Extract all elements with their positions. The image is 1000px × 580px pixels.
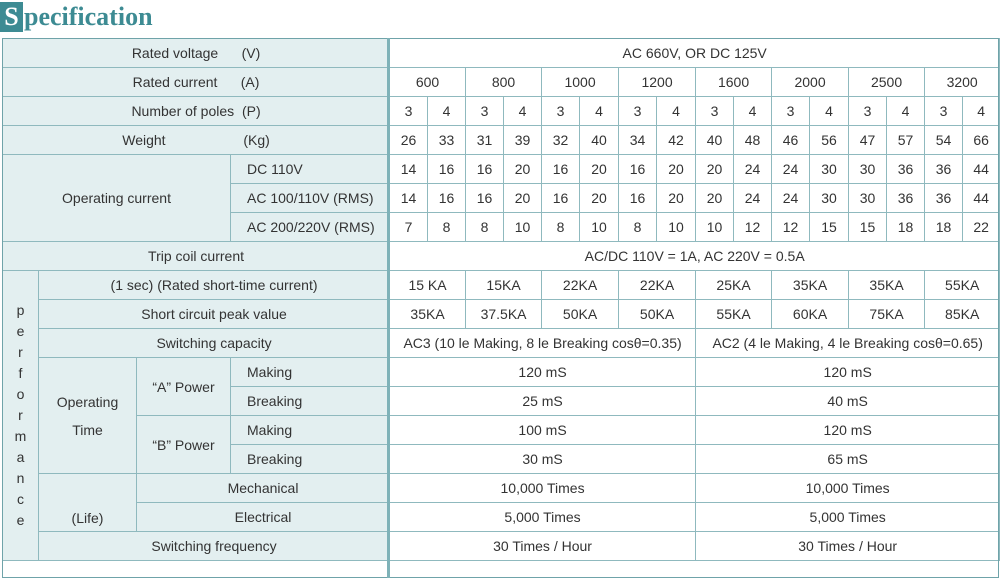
- poles-value: 4: [504, 97, 542, 126]
- b-power-making-left: 100 mS: [390, 416, 696, 445]
- switching-frequency-row: [3, 532, 1000, 561]
- operating-current-value: 18: [925, 213, 963, 242]
- poles-value: 3: [849, 97, 887, 126]
- operating-current-value: 16: [619, 184, 657, 213]
- operating-current-value: 20: [580, 184, 619, 213]
- performance-letter: r: [18, 407, 23, 423]
- operating-current-sublabel: DC 110V: [231, 155, 390, 184]
- mechanical-label: Mechanical: [137, 474, 390, 503]
- electrical-right: 5,000 Times: [696, 503, 1000, 532]
- weight-label: Weight: [122, 132, 166, 148]
- weight-value: 42: [657, 126, 696, 155]
- operating-current-value: 20: [504, 184, 542, 213]
- performance-letter: m: [14, 428, 27, 444]
- weight-value: 31: [466, 126, 504, 155]
- performance-letter: p: [16, 302, 25, 318]
- weight-value: 54: [925, 126, 963, 155]
- rated-current-label-cell: [3, 68, 390, 97]
- weight-value: 32: [542, 126, 580, 155]
- a-power-label: “A” Power: [137, 358, 231, 416]
- peak-value-label: Short circuit peak value: [39, 300, 390, 329]
- performance-letter: n: [16, 470, 25, 486]
- life-mechanical-row: [3, 474, 1000, 503]
- rated-current-value: 2000: [772, 68, 849, 97]
- switching-frequency-right: 30 Times / Hour: [696, 532, 1000, 561]
- life-electrical-row: [3, 503, 1000, 532]
- poles-value: 3: [619, 97, 657, 126]
- peak-value: 75KA: [849, 300, 925, 329]
- operating-current-label: Operating current: [3, 155, 231, 242]
- trip-coil-row: [3, 242, 1000, 271]
- operating-current-value: 44: [963, 184, 1000, 213]
- performance-vertical-label: [3, 271, 39, 561]
- short-time-current-value: 25KA: [696, 271, 772, 300]
- short-time-current-value: 15 KA: [390, 271, 466, 300]
- a-power-breaking-left: 25 mS: [390, 387, 696, 416]
- operating-current-value: 30: [810, 155, 849, 184]
- rated-current-unit: (A): [240, 74, 260, 90]
- operating-time-label: [39, 358, 137, 474]
- rated-current-value: 800: [466, 68, 542, 97]
- rated-current-label: Rated current: [132, 74, 218, 90]
- short-time-current-value: 15KA: [466, 271, 542, 300]
- rated-current-value: 3200: [925, 68, 1000, 97]
- operating-current-value: 24: [734, 155, 772, 184]
- life-label: (Life): [39, 474, 137, 532]
- rated-current-value: 1600: [696, 68, 772, 97]
- b-power-making-right: 120 mS: [696, 416, 1000, 445]
- operating-current-value: 8: [428, 213, 466, 242]
- mechanical-left: 10,000 Times: [390, 474, 696, 503]
- rated-current-value: 600: [390, 68, 466, 97]
- trip-coil-label: Trip coil current: [3, 242, 390, 271]
- operating-current-value: 20: [504, 155, 542, 184]
- operating-current-value: 15: [849, 213, 887, 242]
- operating-current-value: 16: [619, 155, 657, 184]
- operating-current-value: 10: [696, 213, 734, 242]
- a-power-breaking-label: Breaking: [231, 387, 390, 416]
- weight-value: 34: [619, 126, 657, 155]
- peak-value: 55KA: [696, 300, 772, 329]
- poles-row: [3, 97, 1000, 126]
- performance-letter: r: [18, 344, 23, 360]
- peak-value: 60KA: [772, 300, 849, 329]
- a-power-breaking-right: 40 mS: [696, 387, 1000, 416]
- weight-value: 57: [887, 126, 925, 155]
- operating-current-value: 15: [810, 213, 849, 242]
- poles-value: 3: [696, 97, 734, 126]
- switching-capacity-left: AC3 (10 le Making, 8 le Breaking cosθ=0.35): [390, 329, 696, 358]
- b-power-making-row: [3, 416, 1000, 445]
- peak-value: 37.5KA: [466, 300, 542, 329]
- short-time-current-value: 35KA: [772, 271, 849, 300]
- short-time-current-label: (1 sec) (Rated short-time current): [39, 271, 390, 300]
- operating-current-value: 16: [428, 155, 466, 184]
- trip-coil-value: AC/DC 110V = 1A, AC 220V = 0.5A: [390, 242, 1000, 271]
- b-power-breaking-label: Breaking: [231, 445, 390, 474]
- short-time-current-value: 55KA: [925, 271, 1000, 300]
- weight-value: 33: [428, 126, 466, 155]
- electrical-left: 5,000 Times: [390, 503, 696, 532]
- electrical-label: Electrical: [137, 503, 390, 532]
- poles-value: 3: [925, 97, 963, 126]
- short-time-current-value: 35KA: [849, 271, 925, 300]
- rated-voltage-row: [3, 39, 1000, 68]
- poles-value: 3: [390, 97, 428, 126]
- poles-value: 4: [963, 97, 1000, 126]
- poles-unit: (P): [241, 103, 261, 119]
- peak-value: 35KA: [390, 300, 466, 329]
- a-power-making-right: 120 mS: [696, 358, 1000, 387]
- switching-capacity-label: Switching capacity: [39, 329, 390, 358]
- poles-value: 3: [772, 97, 810, 126]
- operating-time-label-1: Operating: [56, 393, 119, 410]
- rated-voltage-value: AC 660V, OR DC 125V: [390, 39, 1000, 68]
- peak-value: 50KA: [619, 300, 696, 329]
- weight-row: [3, 126, 1000, 155]
- poles-value: 4: [887, 97, 925, 126]
- operating-current-value: 16: [428, 184, 466, 213]
- short-time-current-value: 22KA: [619, 271, 696, 300]
- operating-current-value: 22: [963, 213, 1000, 242]
- operating-current-value: 12: [734, 213, 772, 242]
- specification-table: [2, 38, 1000, 561]
- performance-letter: f: [18, 365, 23, 381]
- operating-current-value: 16: [466, 155, 504, 184]
- operating-current-value: 20: [696, 184, 734, 213]
- weight-value: 40: [580, 126, 619, 155]
- poles-value: 4: [810, 97, 849, 126]
- mechanical-right: 10,000 Times: [696, 474, 1000, 503]
- poles-label: Number of poles: [131, 103, 235, 119]
- operating-current-value: 7: [390, 213, 428, 242]
- switching-capacity-row: [3, 329, 1000, 358]
- weight-value: 40: [696, 126, 734, 155]
- rated-voltage-label-cell: [3, 39, 390, 68]
- operating-current-value: 10: [580, 213, 619, 242]
- operating-current-value: 8: [542, 213, 580, 242]
- performance-letter: a: [16, 449, 25, 465]
- b-power-breaking-right: 65 mS: [696, 445, 1000, 474]
- operating-current-value: 30: [849, 184, 887, 213]
- operating-current-value: 36: [887, 155, 925, 184]
- rated-current-value: 1000: [542, 68, 619, 97]
- operating-current-value: 30: [849, 155, 887, 184]
- operating-current-value: 12: [772, 213, 810, 242]
- weight-value: 66: [963, 126, 1000, 155]
- operating-current-value: 18: [887, 213, 925, 242]
- b-power-making-label: Making: [231, 416, 390, 445]
- b-power-label: “B” Power: [137, 416, 231, 474]
- operating-current-value: 20: [657, 155, 696, 184]
- poles-value: 3: [466, 97, 504, 126]
- operating-current-value: 30: [810, 184, 849, 213]
- operating-current-value: 36: [925, 155, 963, 184]
- operating-current-sublabel: AC 100/110V (RMS): [231, 184, 390, 213]
- weight-label-cell: [3, 126, 390, 155]
- performance-letter: c: [17, 491, 24, 507]
- operating-current-row: [3, 155, 1000, 184]
- operating-current-value: 36: [925, 184, 963, 213]
- a-power-making-left: 120 mS: [390, 358, 696, 387]
- a-power-making-row: [3, 358, 1000, 387]
- b-power-breaking-left: 30 mS: [390, 445, 696, 474]
- rated-voltage-label: Rated voltage: [131, 45, 219, 61]
- operating-current-value: 44: [963, 155, 1000, 184]
- weight-value: 47: [849, 126, 887, 155]
- operating-current-value: 14: [390, 184, 428, 213]
- operating-current-value: 24: [772, 184, 810, 213]
- switching-frequency-left: 30 Times / Hour: [390, 532, 696, 561]
- performance-letter: o: [16, 386, 25, 402]
- peak-value: 85KA: [925, 300, 1000, 329]
- rated-current-value: 1200: [619, 68, 696, 97]
- operating-current-value: 16: [466, 184, 504, 213]
- poles-label-cell: [3, 97, 390, 126]
- operating-current-value: 36: [887, 184, 925, 213]
- operating-current-value: 10: [657, 213, 696, 242]
- operating-current-value: 16: [542, 155, 580, 184]
- operating-current-value: 14: [390, 155, 428, 184]
- operating-current-value: 20: [657, 184, 696, 213]
- rated-current-value: 2500: [849, 68, 925, 97]
- title-text: pecification: [24, 2, 153, 31]
- switching-capacity-right: AC2 (4 le Making, 4 le Breaking cosθ=0.65): [696, 329, 1000, 358]
- weight-value: 48: [734, 126, 772, 155]
- poles-value: 3: [542, 97, 580, 126]
- operating-current-value: 24: [734, 184, 772, 213]
- weight-value: 39: [504, 126, 542, 155]
- weight-value: 26: [390, 126, 428, 155]
- rated-voltage-unit: (V): [241, 45, 261, 61]
- weight-unit: (Kg): [243, 132, 270, 148]
- short-time-current-value: 22KA: [542, 271, 619, 300]
- switching-frequency-label: Switching frequency: [39, 532, 390, 561]
- poles-value: 4: [428, 97, 466, 126]
- operating-current-value: 16: [542, 184, 580, 213]
- weight-value: 46: [772, 126, 810, 155]
- short-time-current-row: [3, 271, 1000, 300]
- operating-current-value: 10: [504, 213, 542, 242]
- operating-current-value: 8: [466, 213, 504, 242]
- rated-current-row: [3, 68, 1000, 97]
- performance-letter: e: [16, 512, 25, 528]
- peak-value: 50KA: [542, 300, 619, 329]
- operating-current-value: 8: [619, 213, 657, 242]
- operating-current-value: 20: [580, 155, 619, 184]
- operating-time-label-2: Time: [72, 421, 103, 438]
- page-title: [0, 0, 153, 32]
- poles-value: 4: [657, 97, 696, 126]
- poles-value: 4: [580, 97, 619, 126]
- a-power-making-label: Making: [231, 358, 390, 387]
- operating-current-value: 24: [772, 155, 810, 184]
- weight-value: 56: [810, 126, 849, 155]
- title-initial: S: [0, 2, 23, 32]
- operating-current-sublabel: AC 200/220V (RMS): [231, 213, 390, 242]
- performance-letter: e: [16, 323, 25, 339]
- peak-value-row: [3, 300, 1000, 329]
- poles-value: 4: [734, 97, 772, 126]
- operating-current-value: 20: [696, 155, 734, 184]
